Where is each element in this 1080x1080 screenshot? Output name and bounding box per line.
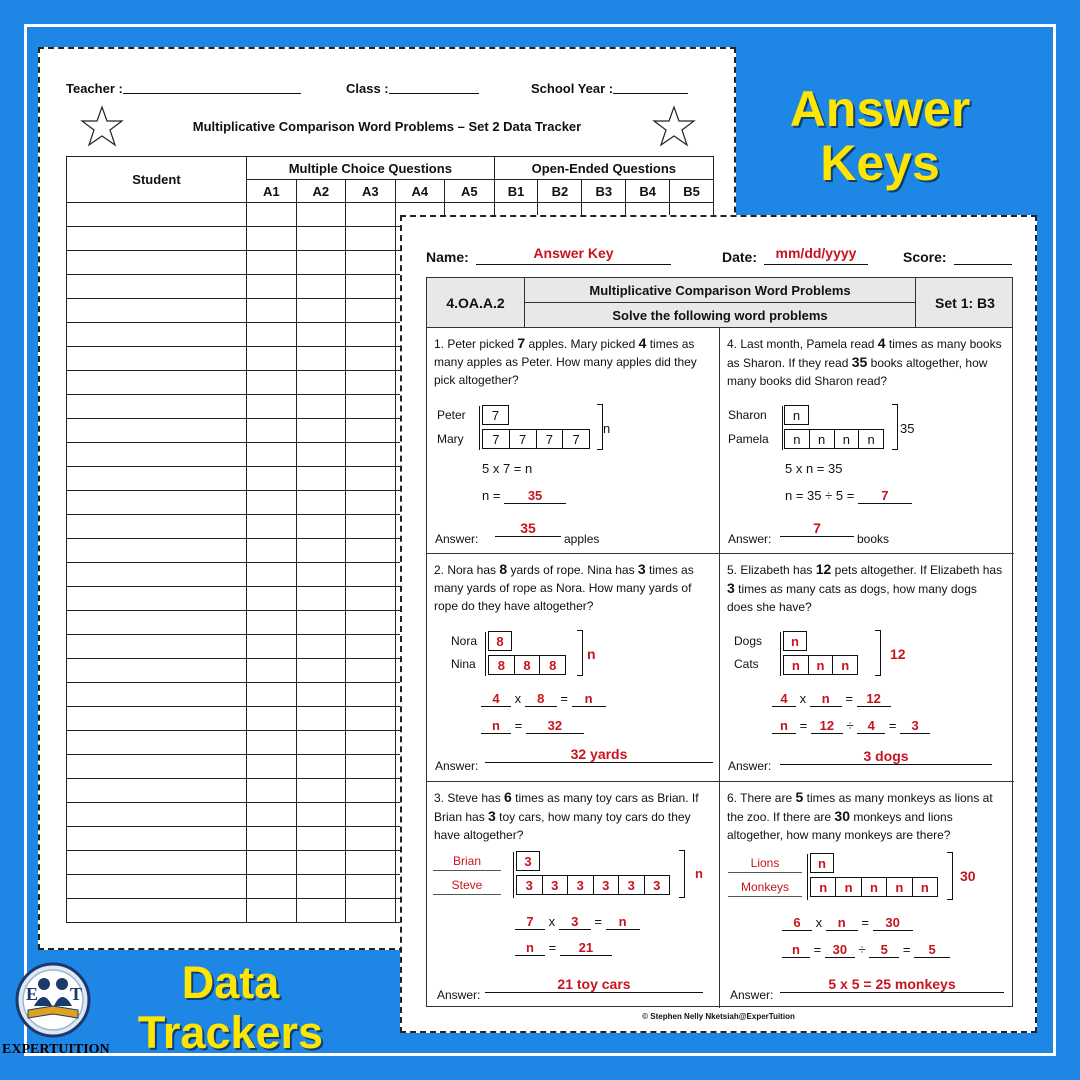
question-6 — [720, 782, 1014, 1008]
table-cell — [67, 251, 247, 275]
table-cell — [296, 227, 346, 251]
table-cell — [346, 275, 396, 299]
bar-label: Dogs — [734, 634, 763, 648]
table-cell — [247, 587, 297, 611]
table-cell — [67, 851, 247, 875]
table-cell — [346, 635, 396, 659]
question-3 — [427, 782, 720, 1008]
table-cell — [247, 323, 297, 347]
equation: n = 30 ÷ 5 = 5 — [782, 942, 950, 958]
tracker-header — [66, 81, 714, 101]
table-cell — [67, 731, 247, 755]
table-cell — [346, 203, 396, 227]
answer-value: 21 toy cars — [485, 976, 703, 993]
equation: n = 12 ÷ 4 = 3 — [772, 718, 930, 734]
table-cell — [247, 227, 297, 251]
table-cell — [296, 707, 346, 731]
table-cell — [346, 251, 396, 275]
table-cell — [67, 395, 247, 419]
answer-unit: books — [857, 532, 890, 546]
tape-bar: 7 7 7 7 — [482, 429, 590, 449]
question-text: 5. Elizabeth has 12 pets altogether. If Elizabeth has 3 times as many cats as dogs, how many dogs does she have? — [727, 561, 1003, 614]
column-header: A1 — [247, 180, 297, 203]
table-cell — [247, 371, 297, 395]
equation: n = 32 — [481, 718, 584, 734]
table-cell — [247, 515, 297, 539]
table-cell — [247, 203, 297, 227]
tape-bar: 8 — [488, 631, 512, 651]
brace-label: n — [587, 646, 596, 662]
table-cell — [247, 659, 297, 683]
answer-value: 3 dogs — [780, 748, 992, 765]
table-cell — [296, 515, 346, 539]
table-cell — [346, 395, 396, 419]
table-cell — [296, 635, 346, 659]
worksheet-box — [426, 277, 1013, 1007]
table-cell — [296, 395, 346, 419]
table-cell — [296, 323, 346, 347]
teacher-field — [66, 81, 123, 96]
column-header: A2 — [296, 180, 346, 203]
svg-text:T: T — [70, 984, 83, 1004]
column-header: B5 — [670, 180, 714, 203]
tape-bar: n n n n n — [810, 877, 938, 897]
table-cell — [67, 875, 247, 899]
table-cell — [247, 491, 297, 515]
table-cell — [296, 371, 346, 395]
answer-label: Answer: — [435, 532, 479, 546]
table-cell — [296, 779, 346, 803]
table-cell — [67, 779, 247, 803]
question-text: 4. Last month, Pamela read 4 times as many books as Sharon. If they read 35 books altogether, how many books did Sharon read? — [727, 335, 1002, 388]
table-cell — [296, 251, 346, 275]
table-cell — [346, 779, 396, 803]
question-text: 2. Nora has 8 yards of rope. Nina has 3 times as many yards of rope as Nora. How many yards of rope do they have altogether? — [434, 561, 694, 613]
column-header: B1 — [494, 180, 538, 203]
equation: 4 x n = 12 — [772, 691, 891, 707]
table-cell — [346, 875, 396, 899]
equation: n = 35 ÷ 5 = 7 — [785, 488, 912, 504]
table-cell — [296, 731, 346, 755]
bar-label: Sharon — [728, 408, 767, 422]
answer-key-sheet — [400, 215, 1037, 1033]
tape-bar: 3 3 3 3 3 3 — [516, 875, 670, 895]
column-header: B4 — [626, 180, 670, 203]
table-cell — [67, 539, 247, 563]
brace-label: 12 — [890, 646, 906, 662]
table-cell — [247, 635, 297, 659]
table-cell — [346, 491, 396, 515]
table-cell — [296, 803, 346, 827]
tracker-title: Multiplicative Comparison Word Problems – Set 2 Data Tracker — [192, 119, 582, 134]
table-cell — [296, 851, 346, 875]
table-cell — [296, 827, 346, 851]
table-cell — [346, 755, 396, 779]
table-cell — [247, 443, 297, 467]
table-cell — [67, 563, 247, 587]
table-cell — [346, 803, 396, 827]
table-cell — [296, 299, 346, 323]
question-5 — [720, 554, 1014, 782]
worksheet-instruction: Solve the following word problems — [612, 308, 828, 323]
table-cell — [296, 875, 346, 899]
tape-bar: n — [784, 405, 809, 425]
brace-label: 35 — [900, 421, 915, 436]
bar-label: Nora — [451, 634, 478, 648]
table-cell — [67, 347, 247, 371]
answer-label: Answer: — [435, 759, 479, 773]
column-header: A5 — [445, 180, 495, 203]
school-year-label: School Year : — [531, 81, 614, 96]
svg-text:E: E — [26, 984, 39, 1004]
table-cell — [296, 443, 346, 467]
table-cell — [247, 731, 297, 755]
table-cell — [346, 515, 396, 539]
table-cell — [247, 707, 297, 731]
equation: 6 x n = 30 — [782, 915, 913, 931]
table-cell — [247, 803, 297, 827]
answer-value: 35 — [495, 520, 561, 537]
table-cell — [247, 395, 297, 419]
bar-label: Cats — [734, 657, 759, 671]
table-cell — [346, 851, 396, 875]
column-header: B2 — [538, 180, 582, 203]
table-cell — [67, 323, 247, 347]
tape-bar: n — [783, 631, 807, 651]
name-value: Answer Key — [476, 245, 671, 265]
bar-label: Pamela — [728, 432, 769, 446]
table-cell — [346, 467, 396, 491]
table-cell — [247, 299, 297, 323]
brand-name: EXPERTUITION — [2, 1042, 110, 1057]
brace-label: 30 — [960, 868, 976, 884]
table-cell — [346, 587, 396, 611]
table-cell — [346, 659, 396, 683]
tape-bar: n — [810, 853, 834, 873]
answer-label: Answer: — [437, 988, 481, 1002]
answer-value: 32 yards — [485, 746, 713, 763]
bar-label: Peter — [437, 408, 466, 422]
student-header: Student — [67, 157, 247, 203]
column-header: A3 — [346, 180, 396, 203]
table-cell — [346, 731, 396, 755]
date-value: mm/dd/yyyy — [764, 245, 868, 265]
table-cell — [296, 467, 346, 491]
table-cell — [296, 275, 346, 299]
table-cell — [67, 299, 247, 323]
date-label: Date: — [722, 249, 758, 265]
table-cell — [247, 467, 297, 491]
equation: 4 x 8 = n — [481, 691, 606, 707]
tape-bar: n n n n — [784, 429, 884, 449]
table-cell — [247, 779, 297, 803]
table-cell — [247, 683, 297, 707]
table-cell — [67, 491, 247, 515]
table-cell — [67, 707, 247, 731]
column-header: B3 — [582, 180, 626, 203]
table-cell — [296, 611, 346, 635]
table-cell — [296, 347, 346, 371]
table-cell — [247, 251, 297, 275]
table-cell — [247, 875, 297, 899]
table-cell — [247, 755, 297, 779]
table-cell — [67, 443, 247, 467]
answer-unit: apples — [564, 532, 600, 546]
question-text: 6. There are 5 times as many monkeys as lions at the zoo. If there are 30 monkeys and lions altogether, how many monkeys are there? — [727, 789, 993, 842]
table-cell — [296, 683, 346, 707]
table-cell — [67, 803, 247, 827]
answer-key-copyright: © Stephen Nelly Nketsiah@ExperTuition — [642, 1012, 795, 1021]
table-cell — [296, 899, 346, 923]
table-cell — [346, 419, 396, 443]
table-cell — [247, 899, 297, 923]
class-field — [346, 81, 389, 96]
table-cell — [296, 587, 346, 611]
bar-label: Brian — [433, 854, 501, 871]
table-cell — [67, 827, 247, 851]
table-cell — [296, 419, 346, 443]
table-cell — [247, 851, 297, 875]
table-cell — [67, 371, 247, 395]
worksheet-title-bar — [427, 278, 1012, 328]
bar-label: Monkeys — [728, 880, 802, 897]
answer-label: Answer: — [728, 532, 772, 546]
equation: n = 35 — [482, 488, 566, 504]
table-cell — [67, 635, 247, 659]
table-cell — [67, 275, 247, 299]
table-cell — [346, 611, 396, 635]
table-cell — [247, 827, 297, 851]
table-cell — [346, 227, 396, 251]
answer-key-header — [426, 245, 1011, 267]
answer-label: Answer: — [730, 988, 774, 1002]
table-cell — [346, 347, 396, 371]
standard-code: 4.OA.A.2 — [427, 278, 525, 328]
table-cell — [296, 563, 346, 587]
question-text: 3. Steve has 6 times as many toy cars as Brian. If Brian has 3 toy cars, how many toy cars do they have altogether? — [434, 789, 699, 842]
equation: 7 x 3 = n — [515, 914, 640, 930]
teacher-label: Teacher : — [66, 81, 123, 96]
answer-label: Answer: — [728, 759, 772, 773]
question-2 — [427, 554, 720, 782]
tape-bar: 8 8 8 — [488, 655, 566, 675]
brace-label: n — [603, 421, 611, 436]
score-value — [954, 245, 1012, 265]
brace-label: n — [695, 866, 703, 881]
table-cell — [346, 539, 396, 563]
table-cell — [346, 371, 396, 395]
table-cell — [67, 419, 247, 443]
answer-value: 7 — [780, 520, 854, 537]
score-label: Score: — [903, 249, 947, 265]
table-cell — [346, 899, 396, 923]
table-cell — [346, 323, 396, 347]
answer-value: 5 x 5 = 25 monkeys — [780, 976, 1004, 993]
tape-bar: n n n — [783, 655, 858, 675]
equation: n = 21 — [515, 940, 612, 956]
table-cell — [247, 563, 297, 587]
equation: 5 x 7 = n — [482, 461, 533, 476]
name-label: Name: — [426, 249, 469, 265]
bar-label: Lions — [728, 856, 802, 873]
table-cell — [67, 899, 247, 923]
question-1 — [427, 328, 720, 554]
tape-bar: 7 — [482, 405, 509, 425]
multiple-choice-header: Multiple Choice Questions — [247, 157, 495, 180]
table-cell — [296, 539, 346, 563]
table-cell — [67, 755, 247, 779]
column-header: A4 — [395, 180, 445, 203]
table-cell — [346, 827, 396, 851]
table-cell — [296, 659, 346, 683]
table-cell — [346, 443, 396, 467]
table-cell — [67, 467, 247, 491]
equation: 5 x n = 35 — [785, 461, 843, 476]
bar-label: Steve — [433, 878, 501, 895]
table-cell — [346, 563, 396, 587]
data-trackers-label: Data Trackers — [137, 957, 324, 1058]
table-cell — [247, 611, 297, 635]
table-cell — [247, 275, 297, 299]
table-cell — [296, 491, 346, 515]
table-cell — [67, 515, 247, 539]
table-cell — [67, 203, 247, 227]
table-cell — [67, 611, 247, 635]
table-cell — [296, 203, 346, 227]
table-cell — [346, 707, 396, 731]
worksheet-heading: Multiplicative Comparison Word Problems — [525, 278, 915, 303]
question-text: 1. Peter picked 7 apples. Mary picked 4 times as many apples as Peter. How many apples did they pick altogether? — [434, 335, 697, 387]
set-code: Set 1: B3 — [915, 278, 1014, 328]
table-cell — [247, 347, 297, 371]
answer-keys-label: Answer Keys — [789, 81, 971, 191]
tape-bar: 3 — [516, 851, 540, 871]
class-label: Class : — [346, 81, 389, 96]
table-cell — [67, 659, 247, 683]
school-year-field — [531, 81, 613, 96]
table-cell — [67, 227, 247, 251]
table-cell — [346, 683, 396, 707]
bar-label: Mary — [437, 432, 464, 446]
open-ended-header: Open-Ended Questions — [494, 157, 713, 180]
bar-label: Nina — [451, 657, 476, 671]
table-cell — [247, 539, 297, 563]
table-cell — [346, 299, 396, 323]
question-4 — [720, 328, 1014, 554]
table-cell — [67, 683, 247, 707]
table-cell — [247, 419, 297, 443]
table-cell — [296, 755, 346, 779]
table-cell — [67, 587, 247, 611]
